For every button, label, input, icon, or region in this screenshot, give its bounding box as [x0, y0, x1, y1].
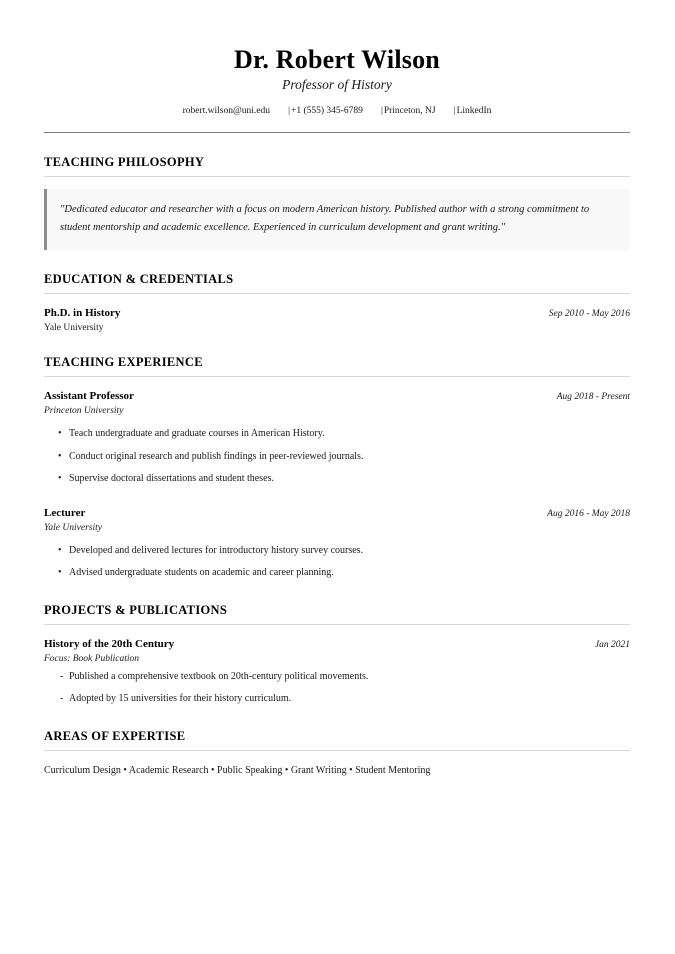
contact-location: Princeton, NJ: [383, 106, 436, 117]
education-institution: Yale University: [44, 323, 104, 334]
contact-line: [44, 106, 630, 116]
project-name: History of the 20th Century: [44, 637, 175, 650]
section-divider: [44, 624, 630, 625]
contact-phone[interactable]: +1 (555) 345-6789: [290, 106, 363, 117]
project-entry-head: [44, 638, 630, 650]
experience-entry-head: [44, 507, 630, 519]
contact-email[interactable]: robert.wilson@uni.edu: [182, 106, 270, 117]
section-education: [44, 272, 630, 333]
list-item-text: Developed and delivered lectures for introductory history survey courses.: [69, 544, 364, 556]
experience-organization: Yale University: [44, 522, 102, 533]
experience-entry: [44, 507, 630, 581]
education-entry: [44, 307, 630, 333]
experience-entry: [44, 390, 630, 487]
list-item-text: Teach undergraduate and graduate courses in American History.: [69, 428, 325, 440]
dash-icon: -: [60, 693, 64, 705]
education-entry-head: [44, 307, 630, 319]
contact-separator: |: [380, 106, 383, 117]
dash-icon: -: [60, 670, 64, 682]
section-divider: [44, 176, 630, 177]
list-item: [44, 670, 630, 685]
bullet-icon: •: [58, 450, 62, 462]
project-date: Jan 2021: [594, 639, 630, 650]
header-divider: [44, 132, 630, 133]
contact-separator: |: [453, 106, 456, 117]
section-philosophy: [44, 155, 630, 250]
list-item: [44, 472, 630, 487]
section-divider: [44, 376, 630, 377]
project-entry: [44, 638, 630, 707]
bullet-icon: •: [58, 473, 62, 485]
contact-separator: |: [288, 106, 290, 117]
section-divider: [44, 750, 630, 751]
section-expertise: [44, 729, 630, 778]
list-item: [44, 427, 630, 442]
experience-role: Assistant Professor: [44, 390, 134, 403]
list-item-text: Adopted by 15 universities for their history curriculum.: [69, 693, 292, 705]
list-item: [44, 566, 630, 581]
list-item-text: Advised undergraduate students on academic and career planning.: [69, 567, 334, 579]
section-divider: [44, 293, 630, 294]
bullet-icon: •: [58, 544, 62, 556]
list-item-text: Conduct original research and publish findings in peer-reviewed journals.: [69, 450, 364, 462]
experience-bullet-list: [44, 427, 630, 487]
section-heading-projects: PROJECTS & PUBLICATIONS: [44, 602, 228, 617]
education-degree: Ph.D. in History: [44, 307, 121, 320]
section-projects: [44, 603, 630, 707]
experience-organization: Princeton University: [44, 406, 124, 417]
philosophy-text: "Dedicated educator and researcher with a focus on modern American history. Published author with a strong commitment to student mentorship and academic excellence. Experienced in curriculum development and grant writing.": [60, 204, 590, 234]
project-focus: Focus: Book Publication: [44, 653, 139, 664]
bullet-icon: •: [58, 428, 62, 440]
list-item: [44, 544, 630, 559]
philosophy-box: [44, 189, 630, 250]
contact-linkedin[interactable]: LinkedIn: [456, 106, 492, 117]
education-date: Sep 2010 - May 2016: [548, 309, 630, 320]
experience-role: Lecturer: [44, 506, 86, 519]
project-bullet-list: [44, 670, 630, 707]
skills-list: Curriculum Design • Academic Research • Public Speaking • Grant Writing • Student Mentoring: [44, 764, 431, 776]
list-item: [44, 450, 630, 465]
candidate-name: Dr. Robert Wilson: [234, 45, 440, 74]
section-heading-experience: TEACHING EXPERIENCE: [44, 355, 203, 370]
list-item-text: Published a comprehensive textbook on 20th-century political movements.: [69, 670, 369, 682]
section-experience: [44, 355, 630, 581]
list-item: [44, 692, 630, 707]
bullet-icon: •: [58, 567, 62, 579]
section-heading-expertise: AREAS OF EXPERTISE: [44, 728, 186, 743]
experience-entry-head: [44, 390, 630, 402]
experience-date: Aug 2016 - May 2018: [547, 508, 630, 519]
section-heading-education: EDUCATION & CREDENTIALS: [44, 272, 234, 287]
section-heading-philosophy: TEACHING PHILOSOPHY: [44, 155, 205, 170]
resume-header: [44, 40, 630, 116]
candidate-title: Professor of History: [282, 77, 392, 93]
experience-date: Aug 2018 - Present: [556, 392, 630, 403]
list-item-text: Supervise doctoral dissertations and student theses.: [69, 473, 274, 485]
experience-bullet-list: [44, 544, 630, 581]
